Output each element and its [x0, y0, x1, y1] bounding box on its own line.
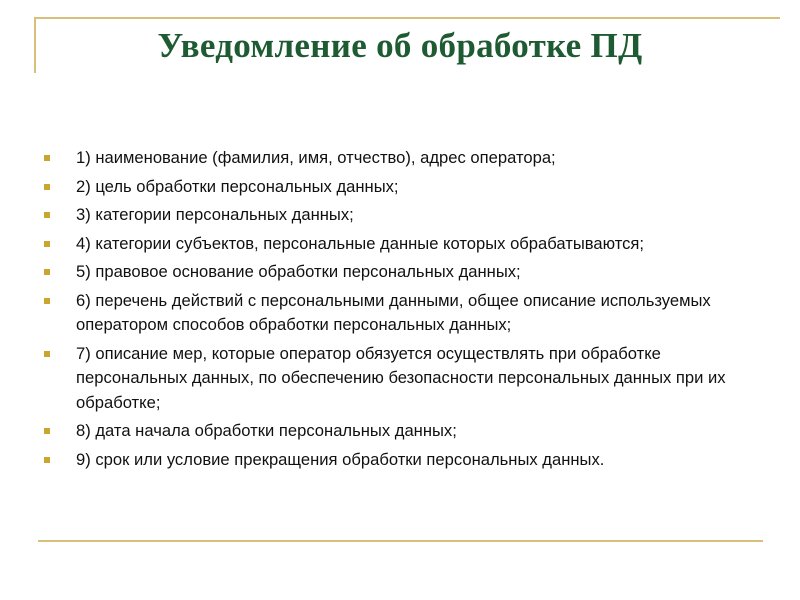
list-item — [44, 342, 764, 416]
bullet-list — [44, 146, 764, 476]
bullet-square-icon — [44, 457, 50, 463]
bullet-square-icon — [44, 351, 50, 357]
bullet-square-icon — [44, 298, 50, 304]
bullet-square-icon — [44, 212, 50, 218]
list-item-text: 5) правовое основание обработки персональных данных; — [76, 262, 521, 281]
list-item — [44, 146, 764, 171]
list-item — [44, 448, 764, 473]
bullet-square-icon — [44, 428, 50, 434]
list-item-text: 9) срок или условие прекращения обработки персональных данных. — [76, 449, 605, 469]
list-item — [44, 260, 764, 285]
list-item-text: 1) наименование (фамилия, имя, отчество), адрес оператора; — [76, 148, 556, 167]
list-item — [44, 232, 764, 257]
list-item — [44, 203, 764, 228]
list-item — [44, 289, 764, 338]
list-item — [44, 175, 764, 200]
bullet-square-icon — [44, 155, 50, 161]
list-item-text: 4) категории субъектов, персональные данные которых обрабатываются; — [76, 233, 645, 253]
bullet-square-icon — [44, 241, 50, 247]
list-item-text: 6) перечень действий с персональными данными, общее описание используемых оператором способов обработки персональных данных; — [76, 290, 711, 334]
bullet-square-icon — [44, 269, 50, 275]
list-item-text: 8) дата начала обработки персональных данных; — [76, 421, 457, 440]
frame-top-line — [35, 17, 780, 19]
bullet-square-icon — [44, 184, 50, 190]
list-item — [44, 419, 764, 444]
frame-bottom-line — [38, 540, 763, 542]
list-item-text: 7) описание мер, которые оператор обязуется осуществлять при обработке персональных данных, по обеспечению безопасности персональных данных при их обработке; — [76, 343, 726, 412]
list-item-text: 2) цель обработки персональных данных; — [76, 176, 399, 196]
list-item-text: 3) категории персональных данных; — [76, 205, 354, 224]
page-title: Уведомление об обработке ПД — [157, 26, 643, 65]
